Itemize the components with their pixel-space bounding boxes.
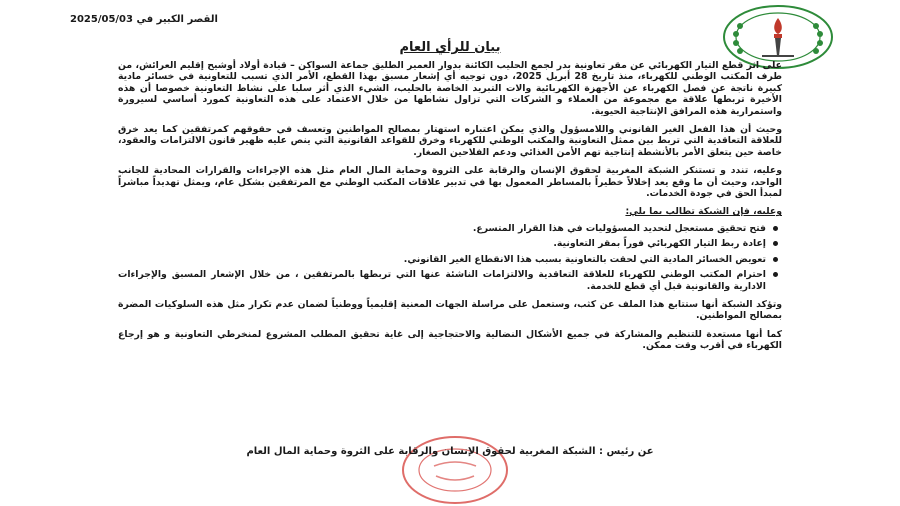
demand-item: تعويض الخسائر المادية التي لحقت بالتعاونية بسبب هذا الانقطاع الغير القانوني. bbox=[118, 254, 766, 265]
statement-title: بيان للرأي العام bbox=[399, 40, 501, 55]
demands-list bbox=[118, 223, 782, 292]
closing-paragraph: كما أنها مستعدة للتنظيم والمشاركة في جميع الأشكال النضالية والاحتجاجية إلى غاية تحقيق المطلب المشروع لمنخرطي التعاونية و هو إرجاع الكهرباء في أقرب وقت ممكن. bbox=[118, 328, 782, 352]
red-seal-stamp bbox=[400, 434, 510, 506]
demand-item: احترام المكتب الوطني للكهرباء للعلاقة التعاقدية والالتزامات الناشئة عنها التي تربطها بالمرتفقين ، من خلال الإشعار المسبق والإجراءات الادارية والقانونية قبل أي قطع للخدمة. bbox=[118, 269, 766, 292]
paragraph: وعليه، تندد و تستنكر الشبكة المغربية لحقوق الإنسان والرقابة على الثروة وحماية المال العام مثل هذه الإجراءات والقرارات المحادية للجانب الواحد، وحيث أن ما وقع يعد إخلالاً خطيراً بالمساطر المعمول بها في تدبير علاقات المكتب الوطني مع المرتفقين بشكل عام، ويمثل تهديداً مباشراً لمبدأ الحق في جودة الخدمات. bbox=[118, 165, 782, 200]
location-date: القصر الكبير في 2025/05/03 bbox=[70, 14, 218, 25]
demands-heading: وعليه، فإن الشبكة تطالب بما يلي: bbox=[625, 206, 782, 218]
signature-line: عن رئيس : الشبكة المغربية لحقوق الإنسان والرقابة على الثروة وحماية المال العام bbox=[246, 446, 654, 457]
demand-item: فتح تحقيق مستعجل لتحديد المسؤوليات في هذا القرار المتسرع. bbox=[118, 223, 766, 234]
statement-body bbox=[118, 60, 782, 359]
closing-paragraph: وتؤكد الشبكة أنها ستتابع هذا الملف عن كثب، وستعمل على مراسلة الجهات المعنية إقليمياً ووطنياً لضمان عدم تكرار مثل هذه السلوكيات المضرة بمصالح المواطنين. bbox=[118, 298, 782, 322]
paragraph: وحيث أن هذا الفعل الغير القانوني واللامسؤول والذي يمكن اعتباره استهتار بمصالح المواطنين وتعسف في حقوقهم كمرتفقين كما يعد خرق للعلاقة التعاقدية التي تربط بين ممثل التعاونية والمكتب الوطني للكهرباء وخرق للقواعد القانونية التي ينص عليه ظهير قانون الالتزامات والعقود، خاصة حين يتعلق الأمر بالأنشطة إنتاجية تهم الأمن الغذائي ودعم الفلاحين الصغار. bbox=[118, 124, 782, 158]
paragraph: على اثر قطع التيار الكهربائي عن مقر تعاونية بدر لجمع الحليب الكائنة بدوار العمير الطليق جماعة السواكن – قيادة أولاد أوشيح إقليم العرائش، من طرف المكتب الوطني للكهرباء، منذ تاريخ 28 أبريل 2025، دون توجيه أي إشعار مسبق بهذا القطع، الأمر الذي تسبب للتعاونية في خسائر مادية كبيرة ناتجة عن فصل الكهرباء عن الأجهزة الكهربائية والات التبريد الخاصة بالحليب، الشيء الذي أثر سلبا على نشاط التعاونية خصوصا أن هذه الأخيرة تربطها علاقة مع مجموعة من العملاء و الشركات التي تزاول نشاطها من خلال الاعتماد على هذه التعاونية كمورد أساسي لسيرورة واستمرارية هذه المرافق الإنتاجية الحيوية. bbox=[118, 60, 782, 117]
demand-item: إعادة ربط التيار الكهربائي فوراً بمقر التعاونية. bbox=[118, 238, 766, 249]
